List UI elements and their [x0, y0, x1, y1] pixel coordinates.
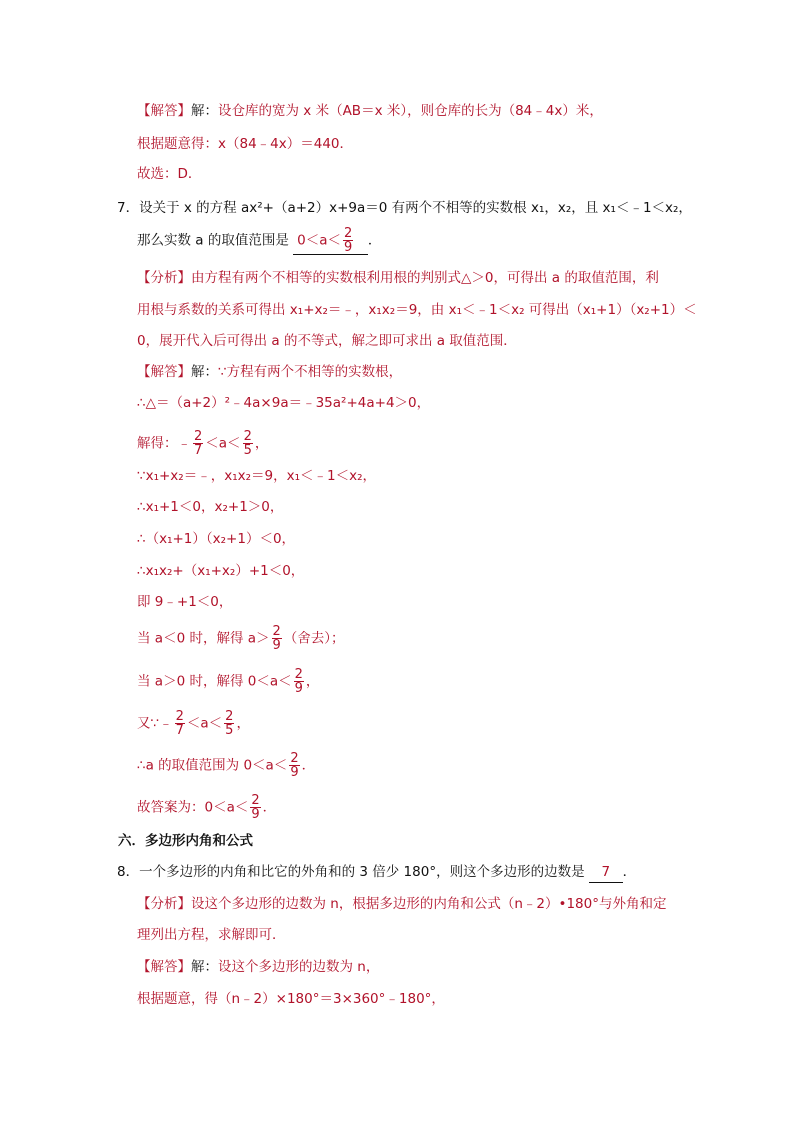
- q8-analysis-text-1: 设这个多边形的边数为 n，根据多边形的内角和公式（n﹣2）•180°与外角和定: [191, 896, 667, 912]
- q8-stem-text: 一个多边形的内角和比它的外角和的 3 倍少 180°，则这个多边形的边数是: [139, 864, 585, 880]
- fraction-2-5: $\frac{2}{5}$: [243, 429, 252, 458]
- q8-solution-text-1: 设这个多边形的边数为 n，: [218, 959, 380, 975]
- q7-stem-line-2: 那么实数 a 的取值范围是 0＜a＜ $\frac{2}{9}$ ．: [137, 226, 382, 255]
- q7-stem-text-2: 那么实数 a 的取值范围是: [137, 232, 289, 249]
- q7-stem-text-1: 设关于 x 的方程 ax²+（a+2）x+9a＝0 有两个不相等的实数根 x₁，x₂，且 x₁＜﹣1＜x₂，: [139, 200, 692, 216]
- analysis-label: 【分析】: [137, 896, 191, 912]
- q8-stem: 8．一个多边形的内角和比它的外角和的 3 倍少 180°，则这个多边形的边数是 7 ．: [117, 862, 636, 883]
- section-6-title: 六．多边形内角和公式: [118, 833, 253, 849]
- fraction-2-5: $\frac{2}{5}$: [225, 709, 234, 738]
- q7-analysis-line-2: 用根与系数的关系可得出 x₁+x₂＝﹣，x₁x₂＝9，由 x₁＜﹣1＜x₂ 可得出（x₁+1）（x₂+1）＜: [137, 302, 697, 318]
- q7-analysis-line-3: 0，展开代入后可得出 a 的不等式，解之即可求出 a 取值范围．: [137, 333, 517, 349]
- q7-solution-line-9: 当 a＜0 时，解得 a＞ $\frac{2}{9}$ （舍去）；: [137, 624, 345, 653]
- q8-solution-line-1: [137, 957, 379, 977]
- q8-analysis-line-2: 理列出方程，求解即可．: [137, 927, 286, 943]
- q7-solution-line-10: 当 a＞0 时，解得 0＜a＜ $\frac{2}{9}$ ，: [137, 667, 320, 696]
- q7-stem-line-1: [117, 198, 692, 218]
- q7-solution-line-1: [137, 362, 402, 382]
- answer-label: 【解答】: [137, 364, 191, 380]
- q7-solution-line-8: 即 9﹣+1＜0，: [137, 594, 233, 610]
- q7-analysis-line-1: [137, 268, 659, 288]
- q7-solution-line-6: ∴（x₁+1）（x₂+1）＜0，: [137, 531, 296, 547]
- q7-solution-line-12: ∴a 的取值范围为 0＜a＜ $\frac{2}{9}$ ．: [137, 751, 316, 780]
- q8-solution-line-2: 根据题意，得（n﹣2）×180°＝3×360°﹣180°，: [137, 991, 445, 1007]
- answer-label: 【解答】: [137, 959, 191, 975]
- q7-analysis-text-1: 由方程有两个不相等的实数根利用根的判别式△＞0，可得出 a 的取值范围，利: [191, 270, 659, 286]
- q7-number: 7．: [117, 200, 140, 216]
- answer-label: 【解答】: [137, 103, 191, 119]
- q7-answer-fraction: $\frac{2}{9}$: [344, 226, 353, 255]
- q7-solution-line-11: 又∵﹣ $\frac{2}{7}$ ＜a＜ $\frac{2}{5}$ ，: [137, 709, 250, 738]
- jie-label: 解：: [191, 364, 218, 380]
- fraction-2-9: $\frac{2}{9}$: [251, 793, 260, 822]
- q8-analysis-line-1: [137, 894, 666, 914]
- fraction-2-9: $\frac{2}{9}$: [272, 624, 281, 653]
- q6-line-2: 根据题意得：x（84﹣4x）＝440．: [137, 136, 354, 152]
- fraction-2-9: $\frac{2}{9}$: [294, 667, 303, 696]
- q8-number: 8．: [117, 864, 140, 880]
- q6-line-1: [137, 101, 603, 121]
- fraction-2-7: $\frac{2}{7}$: [194, 429, 203, 458]
- q7-solution-line-5: ∴x₁+1＜0，x₂+1＞0，: [137, 499, 284, 515]
- q7-solution-line-4: ∵x₁+x₂＝﹣，x₁x₂＝9，x₁＜﹣1＜x₂，: [137, 468, 376, 484]
- q7-solution-text-1: ∵方程有两个不相等的实数根，: [218, 364, 403, 380]
- q7-solution-line-7: ∴x₁x₂+（x₁+x₂）+1＜0，: [137, 563, 305, 579]
- q6-answer-text-1: 设仓库的宽为 x 米（AB＝x 米），则仓库的长为（84﹣4x）米，: [218, 103, 603, 119]
- q7-answer-text: 0＜a＜: [297, 232, 342, 249]
- q8-answer-blank: [589, 862, 623, 883]
- q6-line-3: 故选：D．: [137, 166, 202, 182]
- analysis-label: 【分析】: [137, 270, 191, 286]
- q7-solution-line-13: 故答案为：0＜a＜ $\frac{2}{9}$ ．: [137, 793, 277, 822]
- fraction-2-9: $\frac{2}{9}$: [290, 751, 299, 780]
- q7-solution-line-2: ∴△＝（a+2）²﹣4a×9a＝﹣35a²+4a+4＞0，: [137, 395, 431, 411]
- jie-label: 解：: [191, 103, 218, 119]
- q7-solution-line-3: 解得：﹣ $\frac{2}{7}$ ＜a＜ $\frac{2}{5}$ ，: [137, 429, 269, 458]
- fraction-2-7: $\frac{2}{7}$: [175, 709, 184, 738]
- q7-answer-blank: [293, 227, 368, 255]
- jie-label: 解：: [191, 959, 218, 975]
- q8-answer: 7: [601, 864, 611, 880]
